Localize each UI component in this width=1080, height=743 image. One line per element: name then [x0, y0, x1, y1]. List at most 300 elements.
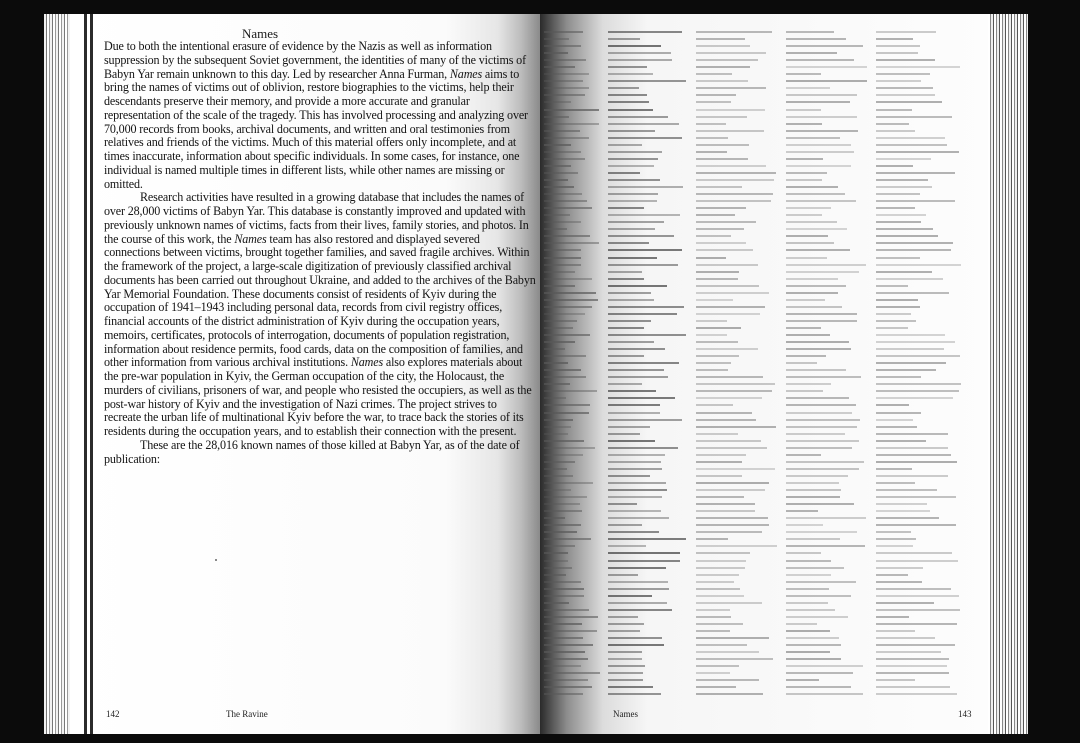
name-entry-line [876, 225, 966, 232]
name-entry-line [876, 77, 966, 84]
name-entry-line [876, 669, 966, 676]
italic-project-name: Names [234, 231, 267, 246]
name-entry-line [544, 254, 604, 261]
name-entry-line [608, 261, 692, 268]
name-entry-line [608, 528, 692, 535]
name-entry-line [696, 296, 782, 303]
name-entry-line [786, 683, 872, 690]
text-run: team has also restored and displayed severed connections between victims, brought together families, and saved fragile archives. Within the framework of the project, a large-scale digitization of previously classified archival documents has been carried out throughout Ukraine, and added to the archives of the Babyn Yar Memorial Foundation. These documents consist of residents of Kyiv during the occupation of 1941–1943 including personal data, records from civil registry offices, financial accounts of the district administration of Kyiv during the occupation years, memoirs, certificates, protocols of interrogation, documents of population registration, information about residence permits, food cards, data on the composition of families, and other information from various archival institutions. [104, 231, 536, 370]
name-entry-line [876, 676, 966, 683]
name-entry-line [544, 690, 604, 697]
name-entry-line [876, 197, 966, 204]
name-entry-line [544, 35, 604, 42]
name-entry-line [786, 437, 872, 444]
name-entry-line [608, 394, 692, 401]
name-entry-line [544, 423, 604, 430]
name-entry-line [786, 387, 872, 394]
name-entry-line [544, 373, 604, 380]
name-entry-line [544, 549, 604, 556]
name-entry-line [786, 218, 872, 225]
names-column [544, 28, 604, 700]
name-entry-line [786, 613, 872, 620]
name-entry-line [608, 359, 692, 366]
name-entry-line [544, 564, 604, 571]
name-entry-line [544, 275, 604, 282]
name-entry-line [696, 479, 782, 486]
name-entry-line [786, 366, 872, 373]
name-entry-line [876, 232, 966, 239]
name-entry-line [876, 437, 966, 444]
name-entry-line [876, 641, 966, 648]
name-entry-line [696, 394, 782, 401]
name-entry-line [876, 254, 966, 261]
name-entry-line [786, 655, 872, 662]
names-column [696, 28, 782, 700]
name-entry-line [696, 127, 782, 134]
name-entry-line [544, 49, 604, 56]
name-entry-line [544, 84, 604, 91]
name-entry-line [696, 641, 782, 648]
name-entry-line [696, 634, 782, 641]
name-entry-line [544, 225, 604, 232]
italic-project-name: Names [350, 355, 383, 370]
names-column [876, 28, 966, 700]
name-entry-line [786, 514, 872, 521]
name-entry-line [696, 268, 782, 275]
name-entry-line [786, 542, 872, 549]
name-entry-line [876, 176, 966, 183]
name-entry-line [786, 155, 872, 162]
name-entry-line [696, 613, 782, 620]
name-entry-line [544, 106, 604, 113]
name-entry-line [608, 169, 692, 176]
book-page-edges-right [988, 14, 1028, 734]
name-entry-line [876, 401, 966, 408]
name-entry-line [786, 578, 872, 585]
name-entry-line [544, 528, 604, 535]
name-entry-line [786, 190, 872, 197]
name-entry-line [876, 141, 966, 148]
name-entry-line [876, 535, 966, 542]
body-text [104, 40, 536, 466]
name-entry-line [544, 134, 604, 141]
name-entry-line [608, 148, 692, 155]
name-entry-line [544, 606, 604, 613]
name-entry-line [544, 359, 604, 366]
name-entry-line [696, 549, 782, 556]
name-entry-line [608, 557, 692, 564]
name-entry-line [544, 345, 604, 352]
name-entry-line [786, 493, 872, 500]
name-entry-line [696, 239, 782, 246]
name-entry-line [696, 317, 782, 324]
name-entry-line [696, 451, 782, 458]
name-entry-line [786, 49, 872, 56]
name-entry-line [696, 528, 782, 535]
name-entry-line [608, 676, 692, 683]
name-entry-line [544, 662, 604, 669]
name-entry-line [608, 409, 692, 416]
name-entry-line [544, 669, 604, 676]
name-entry-line [608, 352, 692, 359]
name-entry-line [608, 472, 692, 479]
margin-rule [90, 14, 93, 734]
name-entry-line [608, 430, 692, 437]
name-entry-line [608, 204, 692, 211]
name-entry-line [876, 331, 966, 338]
name-entry-line [608, 641, 692, 648]
name-entry-line [544, 232, 604, 239]
name-entry-line [696, 669, 782, 676]
name-entry-line [696, 486, 782, 493]
name-entry-line [876, 423, 966, 430]
name-entry-line [876, 416, 966, 423]
print-speck [215, 559, 217, 561]
name-entry-line [786, 380, 872, 387]
name-entry-line [608, 77, 692, 84]
running-title-right: Names [613, 709, 638, 719]
name-entry-line [876, 42, 966, 49]
name-entry-line [696, 676, 782, 683]
name-entry-line [608, 662, 692, 669]
name-entry-line [544, 120, 604, 127]
name-entry-line [696, 585, 782, 592]
name-entry-line [786, 521, 872, 528]
name-entry-line [608, 690, 692, 697]
name-entry-line [786, 549, 872, 556]
name-entry-line [608, 571, 692, 578]
name-entry-line [608, 310, 692, 317]
name-entry-line [544, 535, 604, 542]
name-entry-line [696, 77, 782, 84]
name-entry-line [608, 56, 692, 63]
name-entry-line [786, 246, 872, 253]
name-entry-line [544, 190, 604, 197]
name-entry-line [696, 28, 782, 35]
name-entry-line [696, 500, 782, 507]
name-entry-line [876, 303, 966, 310]
name-entry-line [876, 620, 966, 627]
name-entry-line [608, 218, 692, 225]
names-column [786, 28, 872, 700]
name-entry-line [876, 183, 966, 190]
name-entry-line [696, 521, 782, 528]
name-entry-line [786, 599, 872, 606]
name-entry-line [696, 225, 782, 232]
name-entry-line [786, 465, 872, 472]
name-entry-line [608, 225, 692, 232]
name-entry-line [544, 239, 604, 246]
name-entry-line [544, 211, 604, 218]
name-entry-line [608, 190, 692, 197]
name-entry-line [696, 91, 782, 98]
name-entry-line [608, 120, 692, 127]
name-entry-line [696, 134, 782, 141]
name-entry-line [876, 479, 966, 486]
name-entry-line [544, 542, 604, 549]
name-entry-line [544, 416, 604, 423]
name-entry-line [876, 106, 966, 113]
italic-project-name: Names [449, 66, 483, 81]
name-entry-line [786, 42, 872, 49]
name-entry-line [696, 430, 782, 437]
name-entry-line [544, 380, 604, 387]
names-column [608, 28, 692, 700]
name-entry-line [786, 373, 872, 380]
name-entry-line [544, 338, 604, 345]
name-entry-line [696, 416, 782, 423]
name-entry-line [786, 254, 872, 261]
name-entry-line [696, 627, 782, 634]
name-entry-line [786, 225, 872, 232]
name-entry-line [786, 648, 872, 655]
name-entry-line [786, 634, 872, 641]
name-entry-line [544, 218, 604, 225]
name-entry-line [786, 430, 872, 437]
name-entry-line [696, 49, 782, 56]
name-entry-line [544, 486, 604, 493]
name-entry-line [696, 514, 782, 521]
name-entry-line [876, 409, 966, 416]
name-entry-line [696, 254, 782, 261]
name-entry-line [544, 289, 604, 296]
name-entry-line [696, 662, 782, 669]
name-entry-line [608, 338, 692, 345]
name-entry-line [608, 232, 692, 239]
name-entry-line [876, 613, 966, 620]
name-entry-line [544, 655, 604, 662]
name-entry-line [608, 141, 692, 148]
name-entry-line [786, 91, 872, 98]
name-entry-line [608, 521, 692, 528]
book-page-edges-left [44, 14, 70, 734]
name-entry-line [608, 134, 692, 141]
name-entry-line [876, 70, 966, 77]
name-entry-line [544, 472, 604, 479]
name-entry-line [696, 409, 782, 416]
name-entry-line [544, 613, 604, 620]
name-entry-line [876, 690, 966, 697]
name-entry-line [544, 197, 604, 204]
name-entry-line [876, 500, 966, 507]
name-entry-line [544, 77, 604, 84]
name-entry-line [544, 451, 604, 458]
name-entry-line [544, 113, 604, 120]
name-entry-line [696, 63, 782, 70]
name-entry-line [608, 458, 692, 465]
name-entry-line [786, 479, 872, 486]
name-entry-line [696, 56, 782, 63]
name-entry-line [696, 42, 782, 49]
name-entry-line [876, 542, 966, 549]
name-entry-line [608, 507, 692, 514]
page-number-left: 142 [106, 709, 120, 719]
name-entry-line [544, 70, 604, 77]
name-entry-line [786, 458, 872, 465]
name-entry-line [876, 134, 966, 141]
name-entry-line [786, 444, 872, 451]
name-entry-line [876, 190, 966, 197]
name-entry-line [696, 190, 782, 197]
name-entry-line [876, 578, 966, 585]
name-entry-line [544, 571, 604, 578]
name-entry-line [544, 141, 604, 148]
name-entry-line [876, 261, 966, 268]
name-entry-line [608, 91, 692, 98]
name-entry-line [608, 373, 692, 380]
name-entry-line [786, 169, 872, 176]
name-entry-line [786, 690, 872, 697]
name-entry-line [544, 261, 604, 268]
name-entry-line [876, 204, 966, 211]
name-entry-line [876, 338, 966, 345]
name-entry-line [544, 599, 604, 606]
name-entry-line [876, 56, 966, 63]
name-entry-line [876, 296, 966, 303]
name-entry-line [544, 641, 604, 648]
name-entry-line [876, 359, 966, 366]
name-entry-line [786, 606, 872, 613]
name-entry-line [696, 324, 782, 331]
name-entry-line [786, 345, 872, 352]
name-entry-line [876, 162, 966, 169]
name-entry-line [608, 669, 692, 676]
name-entry-line [696, 183, 782, 190]
name-entry-line [876, 352, 966, 359]
name-entry-line [608, 564, 692, 571]
name-entry-line [786, 141, 872, 148]
name-entry-line [876, 345, 966, 352]
name-entry-line [876, 120, 966, 127]
name-entry-line [696, 345, 782, 352]
name-entry-line [608, 268, 692, 275]
name-entry-line [608, 183, 692, 190]
name-entry-line [786, 197, 872, 204]
name-entry-line [608, 542, 692, 549]
name-entry-line [608, 465, 692, 472]
name-entry-line [544, 303, 604, 310]
name-entry-line [696, 655, 782, 662]
name-entry-line [608, 176, 692, 183]
name-entry-line [876, 218, 966, 225]
name-entry-line [608, 113, 692, 120]
name-entry-line [876, 239, 966, 246]
name-entry-line [786, 627, 872, 634]
name-entry-line [786, 394, 872, 401]
name-entry-line [544, 352, 604, 359]
name-entry-line [544, 514, 604, 521]
name-entry-line [696, 387, 782, 394]
name-entry-line [786, 282, 872, 289]
name-entry-line [544, 578, 604, 585]
name-entry-line [696, 120, 782, 127]
name-entry-line [696, 169, 782, 176]
name-entry-line [696, 599, 782, 606]
name-entry-line [608, 416, 692, 423]
text-run: aims to bring the names of victims out of oblivion, restore biographies to the victims, help their descendants preserve their memory, and provide a more accurate and granular representation of the scale of the tragedy. This has involved processing and analyzing over 70,000 records from books, archival documents, and written and oral testimonies from relatives and friends of the victims. Much of this material offers only incomplete, and at times inaccurate, information about specific individuals. In some cases, for instance, one individual is named multiple times in different lists, while other names are missing or omitted. [104, 66, 528, 191]
name-entry-line [544, 91, 604, 98]
name-entry-line [786, 239, 872, 246]
name-entry-line [876, 84, 966, 91]
name-entry-line [608, 70, 692, 77]
name-entry-line [544, 268, 604, 275]
section-heading: Names [241, 26, 279, 41]
name-entry-line [608, 239, 692, 246]
name-entry-line [786, 176, 872, 183]
name-entry-line [876, 155, 966, 162]
text-run: These are the 28,016 known names of those killed at Babyn Yar, as of the date of publication: [104, 437, 520, 466]
right-page [540, 14, 988, 734]
name-entry-line [608, 648, 692, 655]
name-entry-line [608, 437, 692, 444]
name-entry-line [876, 98, 966, 105]
name-entry-line [608, 98, 692, 105]
name-entry-line [696, 535, 782, 542]
name-entry-line [608, 444, 692, 451]
name-entry-line [696, 493, 782, 500]
name-entry-line [786, 557, 872, 564]
name-entry-line [608, 423, 692, 430]
name-entry-line [696, 282, 782, 289]
name-entry-line [608, 35, 692, 42]
body-paragraph [104, 191, 536, 439]
name-entry-line [608, 106, 692, 113]
name-entry-line [696, 98, 782, 105]
name-entry-line [696, 113, 782, 120]
name-entry-line [544, 507, 604, 514]
name-entry-line [608, 84, 692, 91]
name-entry-line [876, 444, 966, 451]
name-entry-line [786, 486, 872, 493]
name-entry-line [876, 465, 966, 472]
name-entry-line [696, 683, 782, 690]
name-entry-line [876, 380, 966, 387]
name-entry-line [696, 472, 782, 479]
name-entry-line [786, 275, 872, 282]
name-entry-line [696, 141, 782, 148]
name-entry-line [608, 331, 692, 338]
name-entry-line [876, 528, 966, 535]
name-entry-line [696, 70, 782, 77]
name-entry-line [876, 683, 966, 690]
name-entry-line [696, 176, 782, 183]
name-entry-line [696, 564, 782, 571]
name-entry-line [544, 56, 604, 63]
name-entry-line [696, 232, 782, 239]
name-entry-line [876, 662, 966, 669]
name-entry-line [608, 578, 692, 585]
name-entry-line [696, 155, 782, 162]
name-entry-line [696, 204, 782, 211]
name-entry-line [786, 148, 872, 155]
name-entry-line [608, 127, 692, 134]
name-entry-line [696, 592, 782, 599]
name-entry-line [544, 204, 604, 211]
name-entry-line [786, 204, 872, 211]
name-entry-line [608, 599, 692, 606]
name-entry-line [786, 416, 872, 423]
name-entry-line [544, 683, 604, 690]
name-entry-line [876, 571, 966, 578]
name-entry-line [544, 634, 604, 641]
name-entry-line [876, 366, 966, 373]
name-entry-line [876, 486, 966, 493]
name-entry-line [544, 409, 604, 416]
name-entry-line [608, 155, 692, 162]
name-entry-line [876, 549, 966, 556]
name-entry-line [608, 211, 692, 218]
name-entry-line [608, 296, 692, 303]
